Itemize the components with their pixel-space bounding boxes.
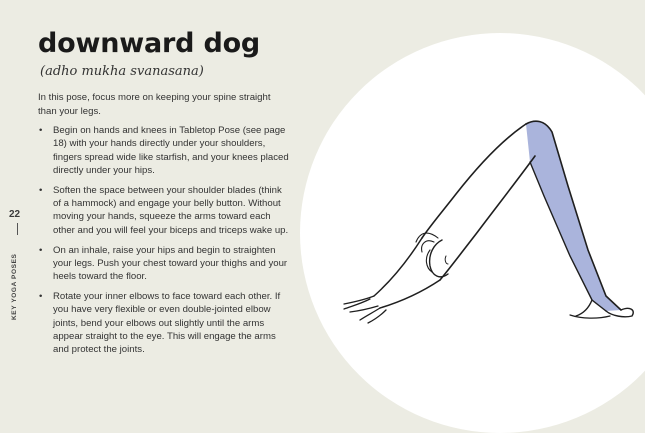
section-label: KEY YOGA POSES bbox=[11, 253, 18, 320]
page-number: 22 bbox=[9, 209, 21, 220]
bullet-icon: • bbox=[39, 291, 43, 303]
instruction-text: Rotate your inner elbows to face toward each other. If you have very flexible or even double-jointed elbow joints, bend your elbows out slightly until the arms appear straight to the eye. This will engage the arms and protect the joints. bbox=[53, 291, 281, 356]
downward-dog-figure-icon bbox=[330, 110, 645, 335]
instruction-item bbox=[38, 124, 290, 177]
pose-sanskrit-name: (adho mukha svanasana) bbox=[40, 64, 204, 79]
instruction-text: Begin on hands and knees in Tabletop Pose (see page 18) with your hands directly under your shoulders, fingers spread wide like starfish, and your knees placed directly under your hips. bbox=[53, 125, 289, 176]
instruction-item bbox=[38, 290, 290, 356]
pose-intro: In this pose, focus more on keeping your spine straight than your legs. bbox=[38, 92, 271, 117]
bullet-icon: • bbox=[39, 244, 43, 256]
instruction-text: On an inhale, raise your hips and begin to straighten your legs. Push your chest toward your thighs and your heels toward the floor. bbox=[53, 244, 288, 283]
bullet-icon: • bbox=[39, 184, 43, 196]
instruction-list bbox=[38, 124, 290, 363]
instruction-item bbox=[38, 184, 290, 237]
bullet-icon: • bbox=[39, 125, 43, 136]
leggings-fill bbox=[526, 121, 621, 311]
folio-divider bbox=[17, 223, 18, 235]
instruction-item bbox=[38, 244, 290, 284]
pose-title: downward dog bbox=[38, 28, 261, 59]
instruction-text: Soften the space between your shoulder blades (think of a hammock) and engage your belly button. Without moving your hands, squeeze the arms toward each other and you will feel your biceps and triceps wake up. bbox=[53, 184, 289, 236]
